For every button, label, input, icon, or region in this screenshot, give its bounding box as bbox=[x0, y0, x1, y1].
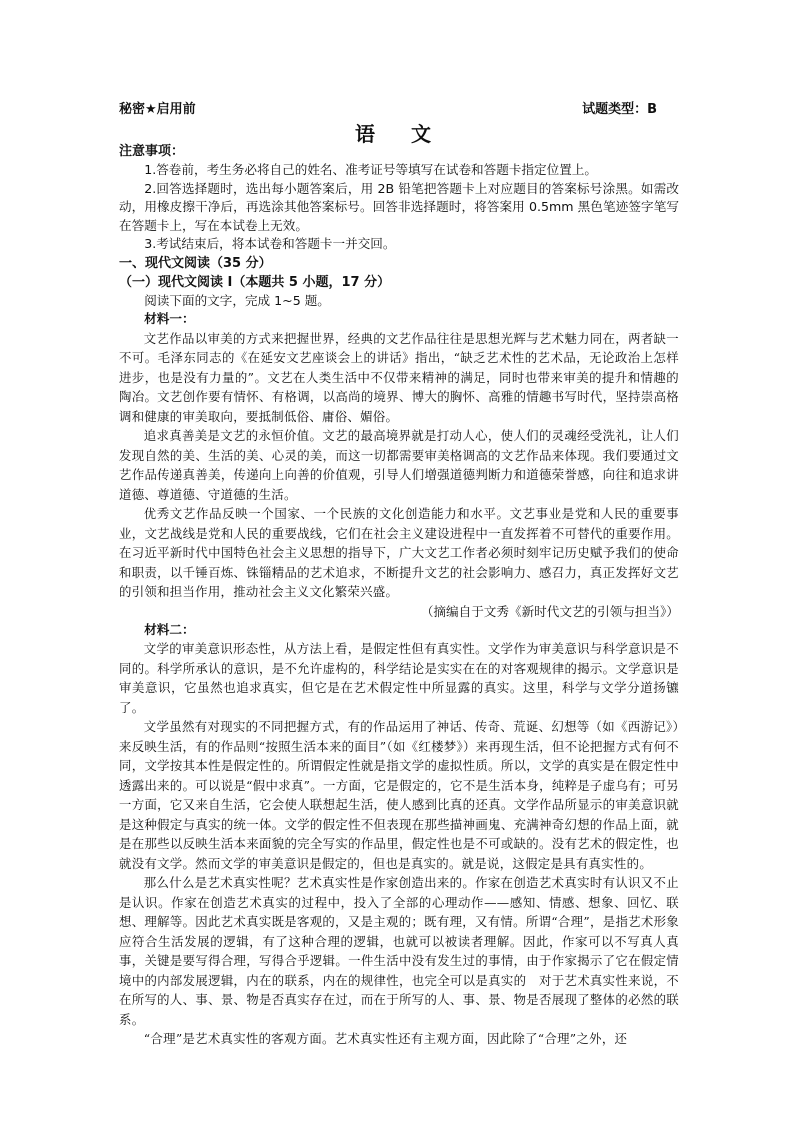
material-label: 材料二： bbox=[144, 621, 195, 637]
material-paragraph: 文学虽然有对现实的不同把握方式，有的作品运用了神话、传奇、荒诞、幻想等（如《西游记》）来反映生活，有的作品则“按照生活本来的面目”（如《红楼梦》）来再现生活，但不论把握方式有何不同，文学按其本性是假定性的。所谓假定性就是指文学的虚拟性质。所以，文学的真实是在假定性中透露出来的。可以说是“假中求真”。一方面，它是假定的，它不是生活本身，纯粹是子虚乌有；可另一方面，它又来自生活，它会使人联想起生活，使人感到比真的还真。文学作品所显示的审美意识就是这种假定与真实的统一体。文学的假定性不但表现在那些描神画鬼、充满神奇幻想的作品上面，就是在那些以反映生活本来面貌的完全写实的作品里，假定性也是不可或缺的。没有艺术的假定性，也就没有文学。然而文学的审美意识是假定的，但也是真实的。就是说，这假定是具有真实性的。 bbox=[119, 719, 679, 871]
exam-type-label: 试题类型：B bbox=[582, 102, 657, 117]
notice-item: 3.考试结束后，将本试卷和答题卡一并交回。 bbox=[144, 236, 396, 251]
notice-item: 2.回答选择题时，选出每小题答案后，用 2B 铅笔把答题卡上对应题目的答案标号涂黑。如需改动，用橡皮擦干净后，再选涂其他答案标号。回答非选择题时，将答案用 0.5mm 黑色笔迹签字笔写在答题卡上，写在本试卷上无效。 bbox=[119, 180, 679, 233]
material-paragraph: 文学的审美意识形态性，从方法上看，是假定性但有真实性。文学作为审美意识与科学意识是不同的。科学所承认的意识，是不允许虚构的，科学结论是实实在在的对客观规律的揭示。文学意识是审美意识，它虽然也追求真实，但它是在艺术假定性中所显露的真实。这里，科学与文学分道扬镳了。 bbox=[119, 641, 679, 715]
confidential-label: 秘密★启用前 bbox=[119, 102, 196, 117]
section-heading: 一、现代文阅读（35 分） bbox=[119, 255, 272, 271]
reading-instruction: 阅读下面的文字，完成 1~5 题。 bbox=[144, 292, 330, 308]
material-paragraph: “合理”是艺术真实性的客观方面。艺术真实性还有主观方面，因此除了“合理”之外，还 bbox=[143, 1031, 628, 1046]
material-paragraph: 文艺作品以审美的方式来把握世界，经典的文艺作品往往是思想光辉与艺术魅力同在，两者缺一不可。毛泽东同志的《在延安文艺座谈会上的讲话》指出，“缺乏艺术性的艺术品，无论政治上怎样进步，也是没有力量的”。文艺在人类生活中不仅带来精神的满足，同时也带来审美的提升和情趣的陶冶。文艺创作要有情怀、有格调，以高尚的境界、博大的胸怀、高雅的情趣书写时代，坚持崇高格调和健康的审美取向，要抵制低俗、庸俗、媚俗。 bbox=[119, 330, 679, 424]
page-title: 语 文 bbox=[355, 122, 439, 146]
notice-heading: 注意事项： bbox=[119, 144, 185, 159]
material-source: （摘编自于文秀《新时代文艺的引领与担当》） bbox=[420, 603, 679, 619]
notice-item: 1.答卷前，考生务必将自己的姓名、准考证号等填写在试卷和答题卡指定位置上。 bbox=[144, 162, 597, 177]
material-paragraph: 追求真善美是文艺的永恒价值。文艺的最高境界就是打动人心，使人们的灵魂经受洗礼，让人们发现自然的美、生活的美、心灵的美，而这一切都需要审美格调高的文艺作品来体现。我们要通过文艺作品传递真善美，传递向上向善的价值观，引导人们增强道德判断力和道德荣誉感，向往和追求讲道德、尊道德、守道德的生活。 bbox=[119, 428, 679, 502]
page-header bbox=[119, 98, 657, 117]
material-label: 材料一： bbox=[144, 311, 195, 326]
exam-body bbox=[119, 142, 679, 1049]
material-paragraph: 优秀文艺作品反映一个国家、一个民族的文化创造能力和水平。文艺事业是党和人民的重要事业，文艺战线是党和人民的重要战线，它们在社会主义建设进程中一直发挥着不可替代的重要作用。在习近平新时代中国特色社会主义思想的指导下，广大文艺工作者必须时刻牢记历史赋予我们的使命和职责，以千锤百炼、铢锱精品的艺术追求，不断提升文艺的社会影响力、感召力，真正发挥好文艺的引领和担当作用，推动社会主义文化繁荣兴盛。 bbox=[119, 506, 679, 599]
subsection-heading: （一）现代文阅读 I（本题共 5 小题，17 分） bbox=[119, 274, 391, 290]
material-paragraph: 那么什么是艺术真实性呢？艺术真实性是作家创造出来的。作家在创造艺术真实时有认识又不止是认识。作家在创造艺术真实的过程中，投入了全部的心理动作——感知、情感、想象、回忆、联想、理解等。因此艺术真实既是客观的，又是主观的；既有理，又有情。所谓“合理”，是指艺术形象应符合生活发展的逻辑，有了这种合理的逻辑，也就可以被读者理解。因此，作家可以不写真人真事，关键是要写得合理，写得合乎逻辑。一件生活中没有发生过的事情，由于作家揭示了它在假定情境中的内部发展逻辑，内在的联系，内在的规律性，也完全可以是真实的 对于艺术真实性来说，不在所写的人、事、景、物是否真实存在过，而在于所写的人、事、景、物是否展现了整体的必然的联系。 bbox=[119, 875, 679, 1027]
